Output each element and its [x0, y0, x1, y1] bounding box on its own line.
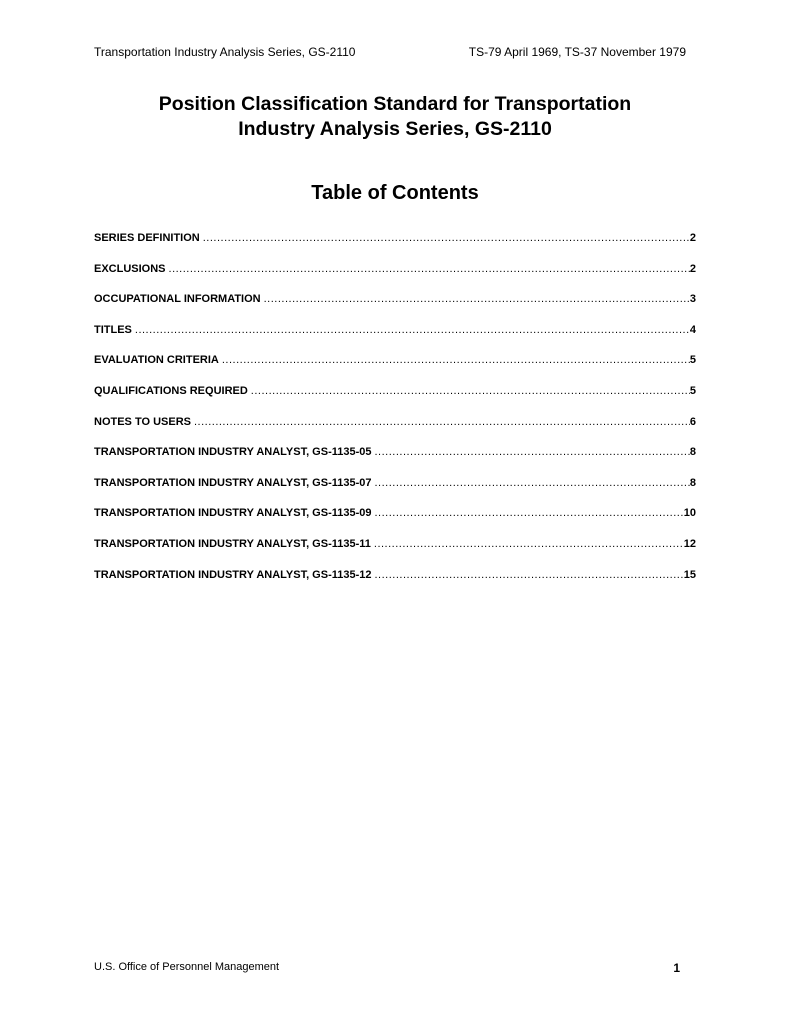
dot-leader: [194, 416, 690, 428]
toc-entry-page[interactable]: 5: [689, 384, 696, 397]
toc-entry-page[interactable]: 6: [689, 415, 696, 428]
dot-leader: [222, 354, 690, 366]
page-number: 1: [673, 961, 680, 975]
toc-entry[interactable]: [94, 263, 696, 294]
dot-leader: [375, 569, 684, 581]
toc-entry-label[interactable]: OCCUPATIONAL INFORMATION: [94, 293, 261, 306]
toc-entry[interactable]: [94, 507, 696, 538]
toc-entry-label[interactable]: TRANSPORTATION INDUSTRY ANALYST, GS-1135-05: [94, 446, 372, 459]
toc-entry[interactable]: [94, 354, 696, 385]
toc-entry-label[interactable]: SERIES DEFINITION: [94, 232, 200, 244]
toc-entry-page[interactable]: 15: [683, 568, 696, 581]
toc-entry-label[interactable]: TITLES: [94, 323, 132, 336]
dot-leader: [375, 446, 690, 458]
toc-entry-page[interactable]: 10: [683, 507, 696, 520]
toc-entry-label[interactable]: TRANSPORTATION INDUSTRY ANALYST, GS-1135-09: [94, 507, 372, 520]
toc-entry[interactable]: [94, 416, 696, 447]
toc-entry-page[interactable]: 2: [689, 232, 696, 244]
dot-leader: [135, 324, 690, 336]
running-header-left: Transportation Industry Analysis Series, GS-2110: [94, 45, 356, 59]
table-of-contents: [94, 232, 696, 599]
footer-organization: U.S. Office of Personnel Management: [94, 961, 280, 973]
toc-entry[interactable]: [94, 477, 696, 508]
dot-leader: [169, 263, 690, 275]
toc-heading: Table of Contents: [311, 182, 479, 204]
document-title-line-1: Position Classification Standard for Transportation: [158, 93, 632, 115]
dot-leader: [375, 507, 684, 519]
toc-entry-page[interactable]: 2: [689, 262, 696, 275]
toc-entry[interactable]: [94, 232, 696, 263]
toc-entry-label[interactable]: NOTES TO USERS: [94, 415, 191, 428]
toc-entry-page[interactable]: 8: [689, 476, 696, 489]
toc-entry-page[interactable]: 5: [689, 354, 696, 367]
running-header-right: TS-79 April 1969, TS-37 November 1979: [468, 45, 686, 59]
toc-entry-page[interactable]: 3: [689, 293, 696, 306]
toc-entry-label[interactable]: TRANSPORTATION INDUSTRY ANALYST, GS-1135-12: [94, 568, 372, 581]
dot-leader: [251, 385, 690, 397]
toc-entry-page[interactable]: 4: [689, 323, 696, 336]
toc-entry-label[interactable]: QUALIFICATIONS REQUIRED: [94, 384, 248, 397]
toc-entry[interactable]: [94, 446, 696, 477]
toc-entry-label[interactable]: EVALUATION CRITERIA: [94, 354, 219, 367]
dot-leader: [264, 293, 690, 305]
toc-entry-label[interactable]: TRANSPORTATION INDUSTRY ANALYST, GS-1135-07: [94, 476, 372, 489]
dot-leader: [374, 538, 684, 550]
toc-entry[interactable]: [94, 293, 696, 324]
dot-leader: [375, 477, 690, 489]
document-title: [0, 92, 790, 142]
toc-entry[interactable]: [94, 385, 696, 416]
toc-entry-page[interactable]: 8: [689, 446, 696, 459]
toc-entry[interactable]: [94, 324, 696, 355]
toc-entry[interactable]: [94, 538, 696, 569]
dot-leader: [203, 232, 690, 244]
toc-entry[interactable]: [94, 569, 696, 600]
toc-entry-label[interactable]: EXCLUSIONS: [94, 262, 166, 275]
document-title-line-2: Industry Analysis Series, GS-2110: [238, 118, 552, 140]
toc-entry-label[interactable]: TRANSPORTATION INDUSTRY ANALYST, GS-1135-11: [94, 537, 371, 550]
toc-entry-page[interactable]: 12: [683, 537, 696, 550]
